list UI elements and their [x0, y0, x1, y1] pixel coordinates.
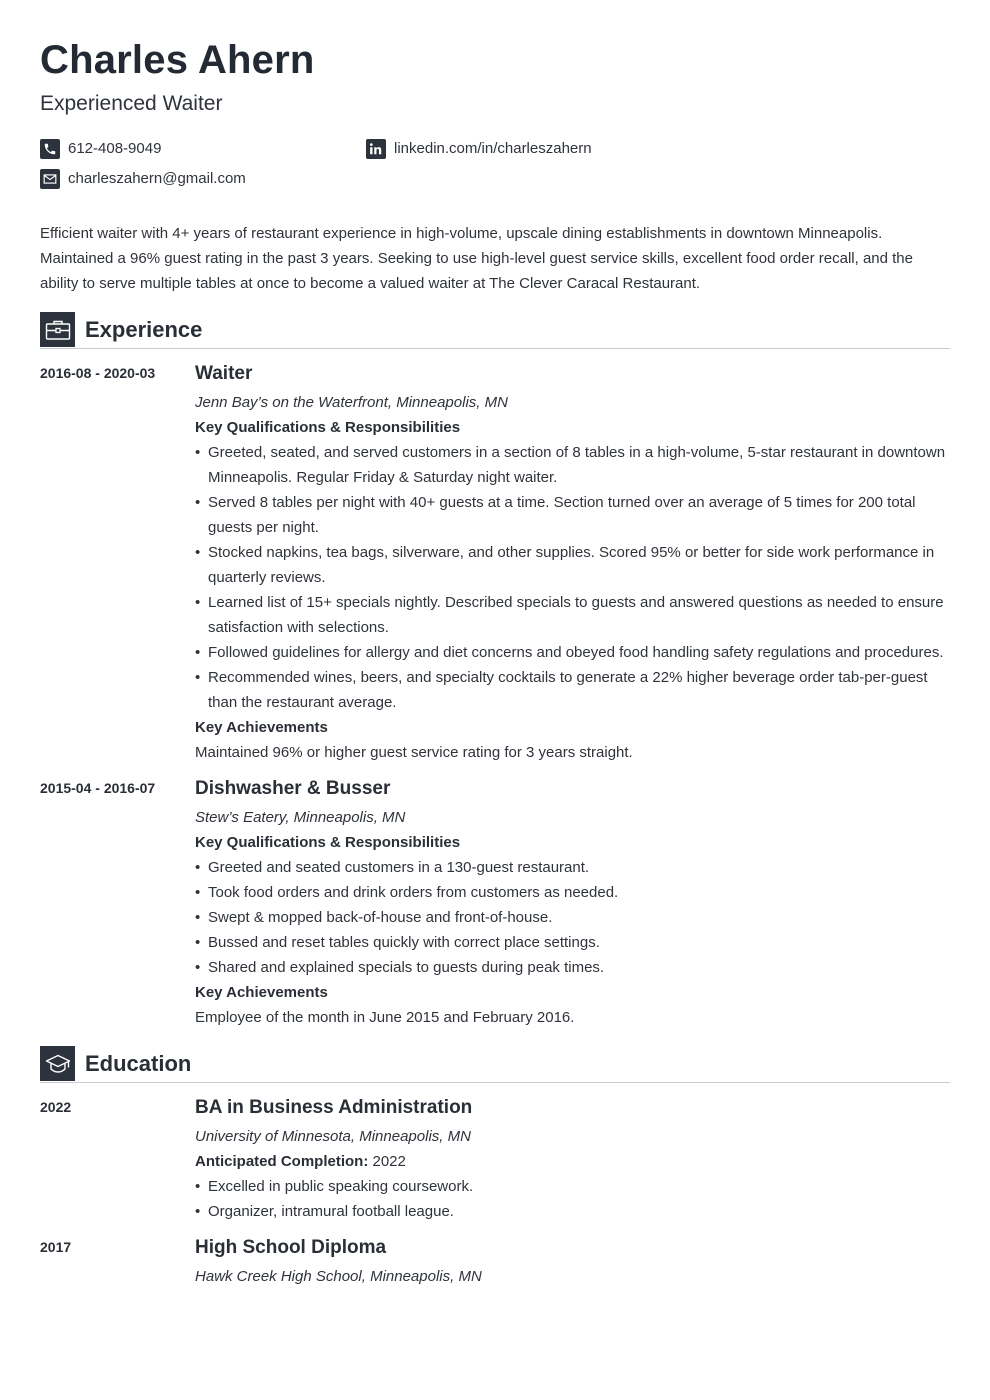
briefcase-icon [40, 312, 75, 347]
job-role: Dishwasher & Busser [195, 778, 391, 799]
degree-title: High School Diploma [195, 1237, 387, 1258]
list-item: • Stocked napkins, tea bags, silverware, and other supplies. Scored 95% or better for side work performance in quarterly reviews. [195, 540, 950, 590]
summary-paragraph: Efficient waiter with 4+ years of restaurant experience in high-volume, upscale dining establishments in downtown Minneapolis. Maintained a 96% guest rating in the past 3 years. Seeking to use high-level guest service skills, excellent food order recall, and the ability to serve multiple tables at once to become a valued waiter at The Clever Caracal Restaurant. [40, 225, 913, 292]
education-heading: Education [85, 1051, 192, 1076]
list-item: • Learned list of 15+ specials nightly. Described specials to guests and answered questions as needed to ensure satisfaction with selections. [195, 590, 950, 640]
list-item: • Recommended wines, beers, and specialty cocktails to generate a 22% higher beverage order tab-per-guest than the restaurant average. [195, 665, 950, 715]
list-item: • Followed guidelines for allergy and diet concerns and obeyed food handling safety regulations and procedures. [195, 640, 950, 665]
job-details [195, 361, 950, 765]
completion-value: 2022 [372, 1153, 406, 1170]
achievement-text: Maintained 96% or higher guest service rating for 3 years straight. [195, 744, 633, 761]
responsibilities-heading: Key Qualifications & Responsibilities [195, 834, 461, 851]
job-dates: 2015-04 - 2016-07 [40, 780, 156, 796]
linkedin-text[interactable]: linkedin.com/in/charleszahern [394, 140, 592, 157]
achievements-heading: Key Achievements [195, 984, 328, 1001]
candidate-title: Experienced Waiter [40, 92, 223, 115]
experience-heading: Experience [85, 317, 203, 342]
education-details [195, 1095, 950, 1224]
education-details [195, 1235, 950, 1289]
list-item: • Excelled in public speaking coursework. [195, 1174, 950, 1199]
email-text[interactable]: charleszahern@gmail.com [68, 170, 246, 187]
completion-label: Anticipated Completion: [195, 1153, 369, 1170]
phone-icon [40, 139, 60, 159]
achievement-text: Employee of the month in June 2015 and February 2016. [195, 1009, 575, 1026]
job-company: Jenn Bay’s on the Waterfront, Minneapolis, MN [195, 394, 508, 411]
experience-section-header [40, 312, 950, 349]
completion-line [195, 1149, 950, 1174]
list-item: • Bussed and reset tables quickly with correct place settings. [195, 930, 950, 955]
responsibilities-heading: Key Qualifications & Responsibilities [195, 419, 461, 436]
achievements-heading: Key Achievements [195, 719, 328, 736]
phone-text[interactable]: 612-408-9049 [68, 140, 162, 157]
candidate-name: Charles Ahern [40, 38, 315, 82]
school-name: Hawk Creek High School, Minneapolis, MN [195, 1268, 482, 1285]
list-item: • Took food orders and drink orders from customers as needed. [195, 880, 950, 905]
education-section-header [40, 1046, 950, 1083]
list-item: • Greeted, seated, and served customers in a section of 8 tables in a high-volume, 5-star restaurant in downtown Minneapolis. Regular Friday & Saturday night waiter. [195, 440, 950, 490]
list-item: • Greeted and seated customers in a 130-guest restaurant. [195, 855, 950, 880]
list-item: • Swept & mopped back-of-house and front-of-house. [195, 905, 950, 930]
contact-email [40, 169, 246, 189]
graduation-cap-icon [40, 1046, 75, 1081]
list-item: • Served 8 tables per night with 40+ guests at a time. Section turned over an average of 5 times for 200 total guests per night. [195, 490, 950, 540]
job-company: Stew’s Eatery, Minneapolis, MN [195, 809, 406, 826]
responsibilities-list [195, 440, 950, 715]
education-year: 2022 [40, 1099, 72, 1115]
job-role: Waiter [195, 363, 253, 384]
education-year: 2017 [40, 1239, 72, 1255]
contact-linkedin [366, 139, 592, 159]
school-name: University of Minnesota, Minneapolis, MN [195, 1128, 471, 1145]
job-details [195, 776, 950, 1030]
linkedin-icon [366, 139, 386, 159]
list-item: • Organizer, intramural football league. [195, 1199, 950, 1224]
email-icon [40, 169, 60, 189]
job-dates: 2016-08 - 2020-03 [40, 365, 156, 381]
education-bullets [195, 1174, 950, 1224]
contact-phone [40, 139, 161, 159]
list-item: • Shared and explained specials to guests during peak times. [195, 955, 950, 980]
degree-title: BA in Business Administration [195, 1097, 473, 1118]
responsibilities-list [195, 855, 950, 980]
